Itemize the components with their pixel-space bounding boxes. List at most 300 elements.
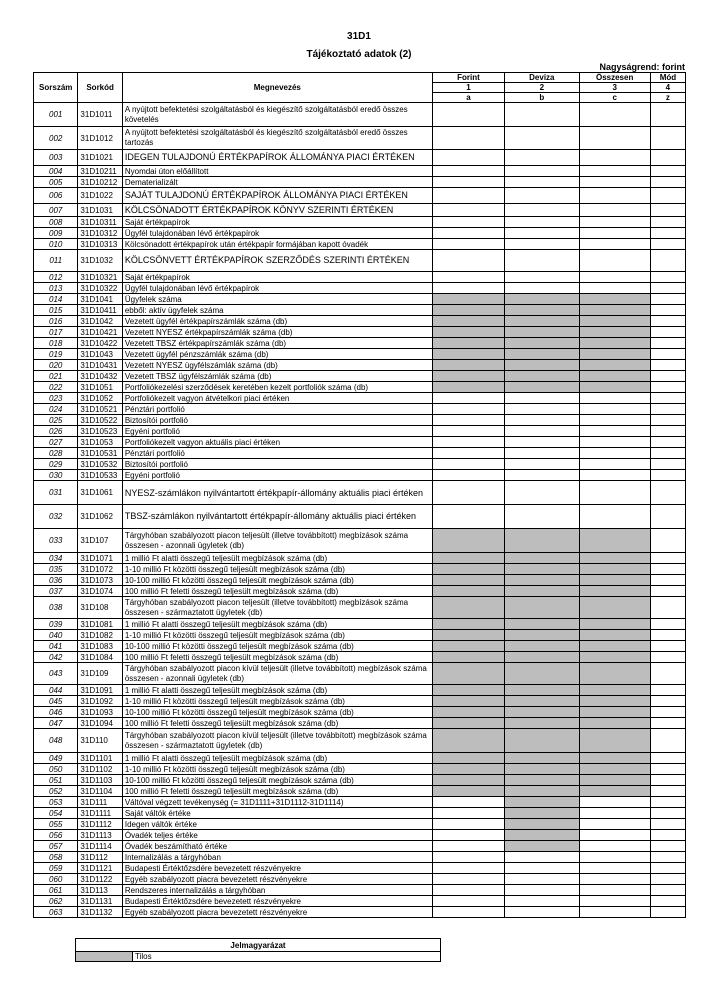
- cell-osszesen[interactable]: [579, 177, 650, 188]
- row-code: 31D1042: [78, 316, 122, 327]
- row-number: 050: [34, 764, 78, 775]
- cell-mod[interactable]: [650, 764, 685, 775]
- cell-forint[interactable]: [432, 127, 504, 150]
- cell-deviza: [505, 764, 579, 775]
- cell-forint: [432, 564, 504, 575]
- cell-forint: [432, 327, 504, 338]
- cell-deviza[interactable]: [505, 188, 579, 204]
- row-code: 31D1112: [78, 819, 122, 830]
- cell-mod[interactable]: [650, 404, 685, 415]
- cell-osszesen: [579, 786, 650, 797]
- cell-mod[interactable]: [650, 852, 685, 863]
- cell-osszesen: [579, 729, 650, 753]
- cell-forint[interactable]: [432, 228, 504, 239]
- cell-forint[interactable]: [432, 166, 504, 177]
- cell-mod[interactable]: [650, 797, 685, 808]
- cell-osszesen[interactable]: [579, 907, 650, 918]
- cell-forint[interactable]: [432, 239, 504, 250]
- row-code: 31D10312: [78, 228, 122, 239]
- cell-osszesen: [579, 630, 650, 641]
- cell-osszesen[interactable]: [579, 797, 650, 808]
- cell-deviza[interactable]: [505, 426, 579, 437]
- cell-deviza[interactable]: [505, 459, 579, 470]
- cell-forint[interactable]: [432, 874, 504, 885]
- cell-deviza[interactable]: [505, 393, 579, 404]
- cell-osszesen[interactable]: [579, 166, 650, 177]
- row-number: 055: [34, 819, 78, 830]
- cell-osszesen[interactable]: [579, 505, 650, 529]
- row-name: KÖLCSÖNADOTT ÉRTÉKPAPÍROK KÖNYV SZERINTI ÉRTÉKEN: [122, 204, 432, 217]
- cell-mod[interactable]: [650, 652, 685, 663]
- row-code: 31D10321: [78, 272, 122, 283]
- cell-deviza[interactable]: [505, 283, 579, 294]
- cell-forint[interactable]: [432, 204, 504, 217]
- cell-osszesen[interactable]: [579, 819, 650, 830]
- row-number: 039: [34, 619, 78, 630]
- row-code: 31D1114: [78, 841, 122, 852]
- cell-forint[interactable]: [432, 393, 504, 404]
- cell-deviza: [505, 652, 579, 663]
- cell-mod[interactable]: [650, 103, 685, 127]
- cell-osszesen: [579, 575, 650, 586]
- cell-mod[interactable]: [650, 338, 685, 349]
- cell-mod[interactable]: [650, 393, 685, 404]
- table-row: [34, 896, 686, 907]
- cell-mod[interactable]: [650, 188, 685, 204]
- table-row: [34, 775, 686, 786]
- row-code: 31D10211: [78, 166, 122, 177]
- cell-osszesen[interactable]: [579, 808, 650, 819]
- cell-mod[interactable]: [650, 250, 685, 272]
- row-code: 31D10521: [78, 404, 122, 415]
- row-name: Vezetett TBSZ ügyfélszámlák száma (db): [122, 371, 432, 382]
- cell-mod[interactable]: [650, 619, 685, 630]
- cell-forint[interactable]: [432, 448, 504, 459]
- row-code: 31D113: [78, 885, 122, 896]
- cell-forint[interactable]: [432, 808, 504, 819]
- cell-mod[interactable]: [650, 283, 685, 294]
- cell-mod[interactable]: [650, 786, 685, 797]
- cell-mod[interactable]: [650, 481, 685, 505]
- cell-mod[interactable]: [650, 863, 685, 874]
- cell-deviza: [505, 382, 579, 393]
- cell-mod[interactable]: [650, 349, 685, 360]
- row-name: Rendszeres internalizálás a tárgyhóban: [122, 885, 432, 896]
- cell-forint[interactable]: [432, 885, 504, 896]
- row-name: Óvadék beszámítható értéke: [122, 841, 432, 852]
- cell-mod[interactable]: [650, 586, 685, 597]
- cell-deviza: [505, 685, 579, 696]
- cell-forint: [432, 775, 504, 786]
- cell-forint: [432, 786, 504, 797]
- table-row: [34, 228, 686, 239]
- table-row: [34, 841, 686, 852]
- cell-osszesen[interactable]: [579, 283, 650, 294]
- row-code: 31D1061: [78, 481, 122, 505]
- cell-forint: [432, 718, 504, 729]
- cell-forint[interactable]: [432, 907, 504, 918]
- table-row: [34, 327, 686, 338]
- cell-mod[interactable]: [650, 630, 685, 641]
- row-code: 31D1062: [78, 505, 122, 529]
- row-name: A nyújtott befektetési szolgáltatásból és kiegészítő szolgáltatásból eredő összes tartozás: [122, 127, 432, 150]
- row-name: Saját értékpapírok: [122, 217, 432, 228]
- row-name: IDEGEN TULAJDONÚ ÉRTÉKPAPÍROK ÁLLOMÁNYA PIACI ÉRTÉKEN: [122, 150, 432, 166]
- row-name: 100 millió Ft feletti összegű teljesült megbízások száma (db): [122, 652, 432, 663]
- cell-deviza[interactable]: [505, 852, 579, 863]
- cell-osszesen: [579, 553, 650, 564]
- cell-mod[interactable]: [650, 663, 685, 685]
- cell-mod[interactable]: [650, 641, 685, 652]
- cell-mod[interactable]: [650, 529, 685, 553]
- row-number: 041: [34, 641, 78, 652]
- cell-deviza: [505, 564, 579, 575]
- cell-forint[interactable]: [432, 863, 504, 874]
- table-row: [34, 204, 686, 217]
- cell-deviza[interactable]: [505, 874, 579, 885]
- cell-deviza[interactable]: [505, 250, 579, 272]
- cell-mod[interactable]: [650, 830, 685, 841]
- cell-mod[interactable]: [650, 127, 685, 150]
- cell-mod[interactable]: [650, 553, 685, 564]
- col-letter-a: a: [432, 93, 504, 103]
- row-code: 31D10522: [78, 415, 122, 426]
- cell-osszesen[interactable]: [579, 415, 650, 426]
- cell-forint[interactable]: [432, 481, 504, 505]
- row-code: 31D110: [78, 729, 122, 753]
- row-number: 061: [34, 885, 78, 896]
- cell-osszesen: [579, 305, 650, 316]
- cell-mod[interactable]: [650, 505, 685, 529]
- cell-deviza[interactable]: [505, 896, 579, 907]
- cell-osszesen[interactable]: [579, 426, 650, 437]
- table-row: [34, 597, 686, 619]
- cell-mod[interactable]: [650, 885, 685, 896]
- cell-mod[interactable]: [650, 470, 685, 481]
- row-name: Vezetett ügyfél értékpapírszámlák száma (db): [122, 316, 432, 327]
- cell-osszesen[interactable]: [579, 863, 650, 874]
- row-code: 31D1094: [78, 718, 122, 729]
- row-number: 016: [34, 316, 78, 327]
- row-number: 040: [34, 630, 78, 641]
- cell-mod[interactable]: [650, 841, 685, 852]
- cell-osszesen[interactable]: [579, 470, 650, 481]
- cell-forint[interactable]: [432, 283, 504, 294]
- cell-mod[interactable]: [650, 177, 685, 188]
- cell-mod[interactable]: [650, 459, 685, 470]
- row-name: 100 millió Ft feletti összegű teljesült megbízások száma (db): [122, 586, 432, 597]
- cell-forint[interactable]: [432, 896, 504, 907]
- legend-title: Jelmagyarázat: [76, 939, 441, 952]
- row-code: 31D1082: [78, 630, 122, 641]
- cell-forint[interactable]: [432, 250, 504, 272]
- cell-forint: [432, 575, 504, 586]
- row-name: Egyéni portfolió: [122, 426, 432, 437]
- row-number: 032: [34, 505, 78, 529]
- row-name: Saját értékpapírok: [122, 272, 432, 283]
- cell-osszesen[interactable]: [579, 896, 650, 907]
- row-name: Biztosítói portfolió: [122, 415, 432, 426]
- cell-forint[interactable]: [432, 150, 504, 166]
- cell-osszesen: [579, 316, 650, 327]
- cell-mod[interactable]: [650, 228, 685, 239]
- cell-mod[interactable]: [650, 696, 685, 707]
- cell-deviza[interactable]: [505, 885, 579, 896]
- col-header-forint: Forint: [432, 73, 504, 83]
- cell-osszesen[interactable]: [579, 188, 650, 204]
- table-row: [34, 188, 686, 204]
- row-name: 1-10 millió Ft közötti összegű teljesült megbízások száma (db): [122, 630, 432, 641]
- row-number: 015: [34, 305, 78, 316]
- cell-forint[interactable]: [432, 177, 504, 188]
- cell-mod[interactable]: [650, 305, 685, 316]
- cell-mod[interactable]: [650, 415, 685, 426]
- cell-forint[interactable]: [432, 415, 504, 426]
- cell-deviza[interactable]: [505, 437, 579, 448]
- cell-forint[interactable]: [432, 103, 504, 127]
- cell-forint[interactable]: [432, 426, 504, 437]
- cell-osszesen[interactable]: [579, 830, 650, 841]
- table-row: [34, 685, 686, 696]
- cell-deviza: [505, 586, 579, 597]
- cell-forint[interactable]: [432, 841, 504, 852]
- row-number: 029: [34, 459, 78, 470]
- row-number: 036: [34, 575, 78, 586]
- cell-mod[interactable]: [650, 896, 685, 907]
- cell-osszesen[interactable]: [579, 228, 650, 239]
- cell-mod[interactable]: [650, 382, 685, 393]
- cell-forint[interactable]: [432, 437, 504, 448]
- cell-osszesen[interactable]: [579, 448, 650, 459]
- cell-mod[interactable]: [650, 808, 685, 819]
- row-name: Egyéni portfolió: [122, 470, 432, 481]
- cell-forint[interactable]: [432, 819, 504, 830]
- cell-osszesen[interactable]: [579, 103, 650, 127]
- cell-deviza[interactable]: [505, 404, 579, 415]
- row-code: 31D10531: [78, 448, 122, 459]
- row-code: 31D1053: [78, 437, 122, 448]
- cell-mod[interactable]: [650, 575, 685, 586]
- row-code: 31D1041: [78, 294, 122, 305]
- cell-forint: [432, 316, 504, 327]
- cell-forint[interactable]: [432, 217, 504, 228]
- cell-deviza[interactable]: [505, 272, 579, 283]
- cell-mod[interactable]: [650, 204, 685, 217]
- cell-osszesen[interactable]: [579, 250, 650, 272]
- row-code: 31D1083: [78, 641, 122, 652]
- cell-osszesen[interactable]: [579, 481, 650, 505]
- row-name: Óvadék teljes értéke: [122, 830, 432, 841]
- cell-mod[interactable]: [650, 819, 685, 830]
- cell-osszesen[interactable]: [579, 459, 650, 470]
- cell-forint[interactable]: [432, 188, 504, 204]
- cell-forint: [432, 652, 504, 663]
- cell-mod[interactable]: [650, 150, 685, 166]
- row-code: 31D10311: [78, 217, 122, 228]
- cell-deviza: [505, 819, 579, 830]
- cell-mod[interactable]: [650, 360, 685, 371]
- cell-forint: [432, 753, 504, 764]
- cell-mod[interactable]: [650, 239, 685, 250]
- cell-forint[interactable]: [432, 852, 504, 863]
- cell-forint: [432, 597, 504, 619]
- row-number: 057: [34, 841, 78, 852]
- row-number: 006: [34, 188, 78, 204]
- cell-mod[interactable]: [650, 371, 685, 382]
- cell-deviza: [505, 529, 579, 553]
- row-name: Tárgyhóban szabályozott piacon kívül teljesült (illetve továbbított) megbízások száma összesen - származtatott ügyletek (db): [122, 729, 432, 753]
- cell-forint[interactable]: [432, 470, 504, 481]
- table-row: [34, 316, 686, 327]
- row-number: 025: [34, 415, 78, 426]
- cell-mod[interactable]: [650, 564, 685, 575]
- cell-forint[interactable]: [432, 797, 504, 808]
- cell-osszesen[interactable]: [579, 150, 650, 166]
- cell-deviza[interactable]: [505, 204, 579, 217]
- row-number: 035: [34, 564, 78, 575]
- cell-forint[interactable]: [432, 272, 504, 283]
- cell-osszesen[interactable]: [579, 437, 650, 448]
- table-row: [34, 718, 686, 729]
- row-name: 1-10 millió Ft közötti összegű teljesült megbízások száma (db): [122, 764, 432, 775]
- cell-osszesen[interactable]: [579, 127, 650, 150]
- row-name: Tárgyhóban szabályozott piacon teljesült (illetve továbbított) megbízások száma összesen - származtatott ügyletek (db): [122, 597, 432, 619]
- cell-deviza: [505, 718, 579, 729]
- row-name: Dematerializált: [122, 177, 432, 188]
- row-number: 052: [34, 786, 78, 797]
- table-row: [34, 874, 686, 885]
- cell-forint: [432, 294, 504, 305]
- table-row: [34, 786, 686, 797]
- cell-osszesen[interactable]: [579, 841, 650, 852]
- cell-mod[interactable]: [650, 316, 685, 327]
- cell-osszesen: [579, 371, 650, 382]
- table-row: [34, 393, 686, 404]
- cell-osszesen[interactable]: [579, 272, 650, 283]
- row-number: 063: [34, 907, 78, 918]
- cell-osszesen[interactable]: [579, 404, 650, 415]
- cell-mod[interactable]: [650, 907, 685, 918]
- cell-osszesen: [579, 663, 650, 685]
- cell-deviza: [505, 753, 579, 764]
- table-row: [34, 415, 686, 426]
- cell-deviza: [505, 663, 579, 685]
- cell-mod[interactable]: [650, 597, 685, 619]
- table-row: [34, 239, 686, 250]
- row-code: 31D10431: [78, 360, 122, 371]
- row-code: 31D10313: [78, 239, 122, 250]
- cell-deviza[interactable]: [505, 166, 579, 177]
- cell-deviza[interactable]: [505, 239, 579, 250]
- table-row: [34, 707, 686, 718]
- cell-osszesen[interactable]: [579, 393, 650, 404]
- cell-deviza[interactable]: [505, 907, 579, 918]
- cell-mod[interactable]: [650, 707, 685, 718]
- cell-mod[interactable]: [650, 294, 685, 305]
- cell-deviza[interactable]: [505, 103, 579, 127]
- cell-mod[interactable]: [650, 448, 685, 459]
- row-name: Budapesti Értéktőzsdére bevezetett részvényekre: [122, 863, 432, 874]
- cell-deviza[interactable]: [505, 177, 579, 188]
- table-row: [34, 696, 686, 707]
- row-name: Portfoliókezelt vagyon aktuális piaci értéken: [122, 437, 432, 448]
- row-number: 056: [34, 830, 78, 841]
- cell-deviza[interactable]: [505, 150, 579, 166]
- cell-deviza[interactable]: [505, 217, 579, 228]
- cell-deviza[interactable]: [505, 228, 579, 239]
- table-row: [34, 470, 686, 481]
- row-name: Egyéb szabályozott piacra bevezetett részvényekre: [122, 907, 432, 918]
- cell-osszesen[interactable]: [579, 217, 650, 228]
- cell-deviza[interactable]: [505, 470, 579, 481]
- row-name: KÖLCSÖNVETT ÉRTÉKPAPÍROK SZERZŐDÉS SZERINTI ÉRTÉKEN: [122, 250, 432, 272]
- row-code: 31D1111: [78, 808, 122, 819]
- cell-deviza[interactable]: [505, 863, 579, 874]
- cell-osszesen[interactable]: [579, 852, 650, 863]
- cell-osszesen: [579, 327, 650, 338]
- cell-deviza[interactable]: [505, 505, 579, 529]
- cell-deviza: [505, 641, 579, 652]
- cell-mod[interactable]: [650, 685, 685, 696]
- cell-osszesen: [579, 597, 650, 619]
- cell-deviza: [505, 349, 579, 360]
- cell-forint[interactable]: [432, 505, 504, 529]
- row-code: 31D1021: [78, 150, 122, 166]
- cell-mod[interactable]: [650, 272, 685, 283]
- cell-forint[interactable]: [432, 404, 504, 415]
- col-letter-z: z: [650, 93, 685, 103]
- row-number: 020: [34, 360, 78, 371]
- cell-mod[interactable]: [650, 217, 685, 228]
- cell-mod[interactable]: [650, 775, 685, 786]
- cell-deviza[interactable]: [505, 127, 579, 150]
- table-row: [34, 907, 686, 918]
- cell-mod[interactable]: [650, 166, 685, 177]
- row-number: 044: [34, 685, 78, 696]
- cell-mod[interactable]: [650, 437, 685, 448]
- cell-osszesen[interactable]: [579, 885, 650, 896]
- cell-osszesen[interactable]: [579, 204, 650, 217]
- row-name: Budapesti Értéktőzsdére bevezetett részvényekre: [122, 896, 432, 907]
- cell-deviza[interactable]: [505, 448, 579, 459]
- cell-deviza[interactable]: [505, 415, 579, 426]
- row-number: 014: [34, 294, 78, 305]
- col-header-sorszam: Sorszám: [34, 73, 78, 103]
- row-number: 008: [34, 217, 78, 228]
- cell-osszesen[interactable]: [579, 239, 650, 250]
- cell-osszesen: [579, 586, 650, 597]
- cell-forint[interactable]: [432, 830, 504, 841]
- cell-mod[interactable]: [650, 729, 685, 753]
- row-number: 058: [34, 852, 78, 863]
- cell-mod[interactable]: [650, 753, 685, 764]
- row-code: 31D1132: [78, 907, 122, 918]
- cell-forint[interactable]: [432, 459, 504, 470]
- cell-mod[interactable]: [650, 327, 685, 338]
- cell-deviza[interactable]: [505, 481, 579, 505]
- cell-mod[interactable]: [650, 426, 685, 437]
- cell-osszesen: [579, 349, 650, 360]
- col-num-3: 3: [579, 83, 650, 93]
- row-name: Egyéb szabályozott piacra bevezetett részvényekre: [122, 874, 432, 885]
- cell-mod[interactable]: [650, 718, 685, 729]
- row-name: 10-100 millió Ft közötti összegű teljesült megbízások száma (db): [122, 575, 432, 586]
- row-number: 002: [34, 127, 78, 150]
- row-number: 049: [34, 753, 78, 764]
- cell-osszesen[interactable]: [579, 874, 650, 885]
- row-number: 005: [34, 177, 78, 188]
- cell-mod[interactable]: [650, 874, 685, 885]
